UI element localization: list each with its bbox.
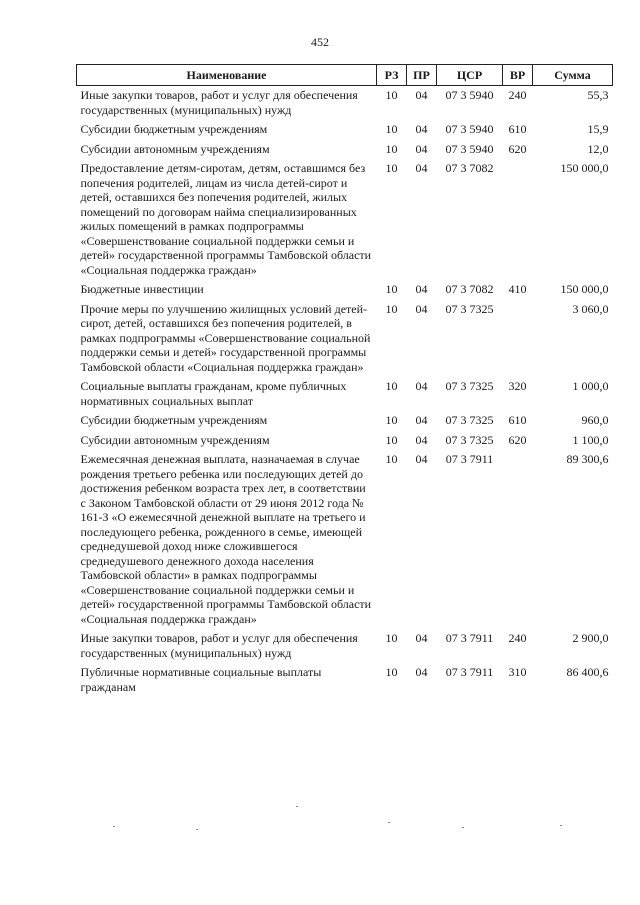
cell-name: Субсидии бюджетным учреждениям [80, 413, 268, 427]
cell-csr: 07 3 7911 [445, 631, 494, 645]
cell-sum: 89 300,6 [566, 452, 609, 466]
cell-sum: 1 100,0 [572, 432, 609, 447]
cell-pr: 04 [415, 282, 428, 296]
table-row [77, 629, 613, 663]
header-csr: ЦСР [437, 65, 503, 86]
cell-rz: 10 [385, 452, 398, 466]
budget-table [76, 64, 613, 697]
table-row [77, 140, 613, 160]
cell-rz: 10 [385, 432, 398, 447]
cell-name: Иные закупки товаров, работ и услуг для обеспечения государственных (муниципальных) нужд [80, 88, 358, 117]
cell-sum: 2 900,0 [572, 631, 609, 645]
table-row [77, 86, 613, 121]
header-vr: ВР [503, 65, 533, 86]
cell-rz: 10 [385, 122, 398, 136]
cell-vr: 610 [508, 122, 527, 136]
cell-csr: 07 3 5940 [445, 122, 494, 136]
cell-name: Ежемесячная денежная выплата, назначаемая в случае рождения третьего ребенка или последующих детей до достижения ребенком возраста трех лет, в соответствии с Законом Тамбовской области от 29 июня 2012 года № 161-З «О ежемесячной денежной выплате на третьего и последующего ребенка, рожденного в семье, имеющей среднедушевой доход ниже сложившегося среднедушевого денежного дохода населения Тамбовской области» в рамках подпрограммы «Совершенствование социальной поддержки семьи и детей» государственной программы Тамбовской области «Социальная поддержка граждан» [80, 452, 372, 626]
cell-vr: 620 [508, 141, 527, 156]
cell-sum: 55,3 [587, 88, 609, 102]
table-row [77, 663, 613, 697]
cell-sum: 15,9 [587, 122, 609, 136]
cell-pr: 04 [415, 379, 428, 393]
cell-pr: 04 [415, 432, 428, 447]
cell-name: Социальные выплаты гражданам, кроме публичных нормативных социальных выплат [80, 379, 347, 408]
cell-rz: 10 [385, 301, 398, 316]
cell-name: Иные закупки товаров, работ и услуг для обеспечения государственных (муниципальных) нужд [80, 631, 358, 660]
cell-pr: 04 [415, 161, 428, 175]
table-row [77, 450, 613, 629]
cell-csr: 07 3 7325 [445, 413, 494, 427]
cell-csr: 07 3 5940 [445, 141, 494, 156]
cell-rz: 10 [385, 379, 398, 393]
cell-pr: 04 [415, 452, 428, 466]
table-row [77, 377, 613, 411]
cell-sum: 150 000,0 [560, 282, 609, 296]
cell-csr: 07 3 7911 [445, 665, 494, 679]
cell-name: Прочие меры по улучшению жилищных условий детей-сирот, детей, оставшихся без попечения родителей, в рамках подпрограммы «Совершенствование социальной поддержки семьи и детей» государственной программы Тамбовской области «Социальная поддержка граждан» [80, 301, 371, 374]
cell-vr: 320 [508, 379, 527, 393]
table-row [77, 431, 613, 451]
cell-name: Субсидии автономным учреждениям [80, 432, 270, 447]
header-rz: РЗ [377, 65, 407, 86]
cell-vr [503, 300, 533, 378]
cell-csr: 07 3 7082 [445, 282, 494, 296]
cell-pr: 04 [415, 665, 428, 679]
table-row [77, 300, 613, 378]
cell-vr: 610 [508, 413, 527, 427]
cell-pr: 04 [415, 122, 428, 136]
cell-pr: 04 [415, 301, 428, 316]
cell-name: Субсидии автономным учреждениям [80, 141, 270, 156]
cell-rz: 10 [385, 282, 398, 296]
table-row [77, 159, 613, 280]
cell-sum: 86 400,6 [566, 665, 609, 679]
cell-vr [503, 159, 533, 280]
cell-csr: 07 3 7325 [445, 379, 494, 393]
cell-name: Субсидии бюджетным учреждениям [80, 122, 268, 136]
cell-csr: 07 3 7325 [445, 432, 494, 447]
cell-name: Публичные нормативные социальные выплаты гражданам [80, 665, 322, 694]
table-row [77, 120, 613, 140]
cell-vr: 310 [508, 665, 527, 679]
cell-pr: 04 [415, 631, 428, 645]
header-pr: ПР [407, 65, 437, 86]
cell-rz: 10 [385, 161, 398, 175]
table-row [77, 411, 613, 431]
cell-sum: 150 000,0 [560, 161, 609, 175]
page-number: 452 [311, 35, 329, 49]
header-name: Наименование [77, 65, 377, 86]
cell-name: Предоставление детям-сиротам, детям, оставшимся без попечения родителей, лицам из числа детей-сирот и детей, оставшихся без попечения родителей, жилых помещений по договорам найма специализированных жилых помещений в рамках подпрограммы «Совершенствование социальной поддержки семьи и детей» государственной программы Тамбовской области «Социальная поддержка граждан» [80, 161, 372, 277]
cell-rz: 10 [385, 631, 398, 645]
cell-csr: 07 3 7082 [445, 161, 494, 175]
cell-vr: 620 [508, 432, 527, 447]
header-sum: Сумма [533, 65, 613, 86]
table-row [77, 280, 613, 300]
cell-csr: 07 3 7325 [445, 301, 494, 316]
cell-sum: 12,0 [587, 141, 609, 156]
cell-vr [503, 450, 533, 629]
cell-rz: 10 [385, 88, 398, 102]
cell-csr: 07 3 7911 [445, 452, 494, 466]
cell-pr: 04 [415, 413, 428, 427]
cell-rz: 10 [385, 413, 398, 427]
table-header-row [77, 65, 613, 86]
cell-vr: 410 [508, 282, 527, 296]
cell-sum: 3 060,0 [572, 301, 609, 316]
cell-pr: 04 [415, 88, 428, 102]
cell-vr: 240 [508, 88, 527, 102]
cell-pr: 04 [415, 141, 428, 156]
cell-csr: 07 3 5940 [445, 88, 494, 102]
cell-vr: 240 [508, 631, 527, 645]
cell-rz: 10 [385, 665, 398, 679]
cell-sum: 960,0 [581, 413, 609, 427]
cell-sum: 1 000,0 [572, 379, 609, 393]
cell-name: Бюджетные инвестиции [80, 282, 204, 296]
cell-rz: 10 [385, 141, 398, 156]
